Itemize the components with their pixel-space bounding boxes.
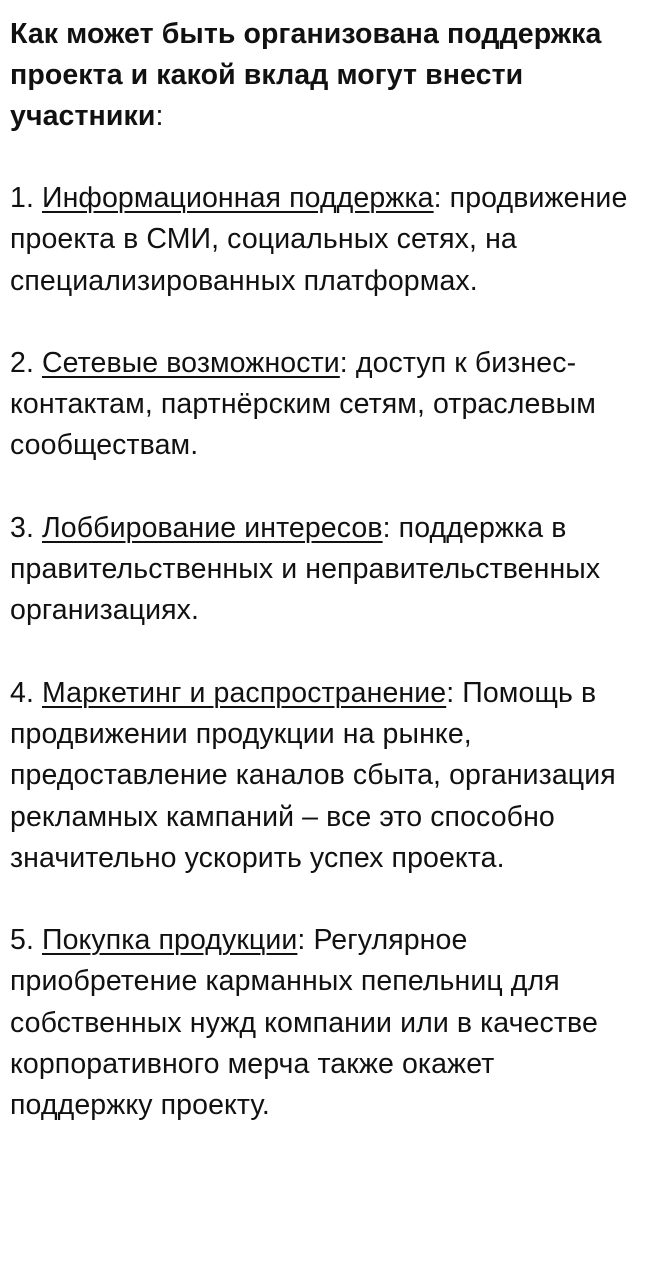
list-item-4: 4. Маркетинг и распространение: Помощь в продвижении продукции на рынке, предоставление каналов сбыта, организация рекламных кампаний – все это способно значительно ускорить успех проекта. [10,676,616,874]
item-text: Регулярное приобретение карманных пепельниц для собственных нужд компании или в качестве корпоративного мерча также окажет поддержку проекту. [10,924,598,1122]
item-number: 5. [10,924,34,957]
title-colon: : [155,100,164,132]
item-text: доступ к бизнес-контактам, партнёрским сетям, отраслевым сообществам. [10,346,596,462]
spacer [10,632,640,673]
message-body [10,14,640,1127]
item-heading: Сетевые возможности [42,346,340,379]
list-item-3: 3. Лоббирование интересов: поддержка в правительственных и неправительственных организациях. [10,511,601,627]
item-heading: Лоббирование интересов [42,511,383,544]
item-text: Помощь в продвижении продукции на рынке, предоставление каналов сбыта, организация рекламных кампаний – все это способно значительно ускорить успех проекта. [10,676,616,874]
item-heading: Покупка продукции [42,924,298,957]
item-number: 2. [10,346,34,379]
item-heading: Информационная поддержка [42,182,434,214]
spacer [10,879,640,920]
list-item-1: 1. Информационная поддержка: продвижение проекта в СМИ, социальных сетях, на специализированных платформах. [10,182,628,297]
item-text: продвижение проекта в СМИ, социальных сетях, на специализированных платформах. [10,182,628,297]
item-number: 4. [10,676,34,709]
message-title [10,14,640,137]
item-heading: Маркетинг и распространение [42,676,447,709]
spacer [10,137,640,178]
item-number: 3. [10,511,34,544]
title-text: Как может быть организована поддержка проекта и какой вклад могут внести участники [10,18,602,132]
spacer [10,302,640,343]
item-text: поддержка в правительственных и неправительственных организациях. [10,511,601,627]
list-item-5: 5. Покупка продукции: Регулярное приобретение карманных пепельниц для собственных нужд компании или в качестве корпоративного мерча также окажет поддержку проекту. [10,924,598,1122]
item-number: 1. [10,182,34,214]
list-item-2: 2. Сетевые возможности: доступ к бизнес-контактам, партнёрским сетям, отраслевым сообществам. [10,346,596,462]
spacer [10,467,640,508]
